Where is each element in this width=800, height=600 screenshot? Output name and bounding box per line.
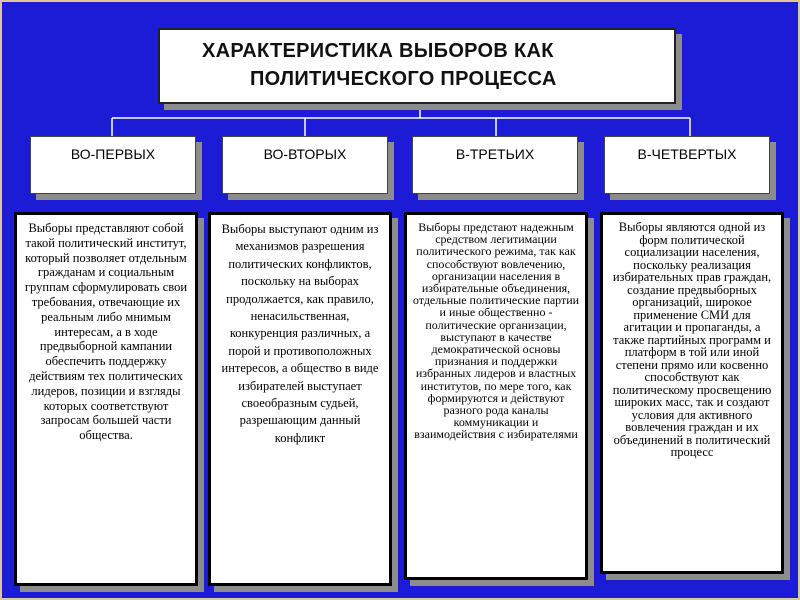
title-line-1: ХАРАКТЕРИСТИКА ВЫБОРОВ КАК: [202, 40, 554, 62]
text-first: Выборы представляют собой такой политический институт, который позволяет отдельным гражданам и социальным группам сформулировать свои требования, отвечающие их реальным либо мнимым интересам, а в ходе предвыборной кампании обеспечить поддержку действиям тех политических лидеров, позиции и взгляды которых соответствуют запросам большей части общества.: [24, 221, 188, 443]
text-box-second: [208, 212, 392, 586]
text-box-first: [14, 212, 198, 586]
text-box-fourth: [600, 212, 784, 574]
heading-box-third: [412, 136, 578, 194]
heading-first: ВО-ПЕРВЫХ: [70, 146, 156, 162]
heading-third: В-ТРЕТЬИХ: [455, 146, 535, 162]
heading-box-second: [222, 136, 388, 194]
text-box-third: [404, 212, 588, 580]
heading-fourth: В-ЧЕТВЕРТЫХ: [637, 146, 737, 162]
heading-box-first: [30, 136, 196, 194]
title-line-2: ПОЛИТИЧЕСКОГО ПРОЦЕССА: [250, 68, 557, 90]
text-third: Выборы предстают надежным средством легитимации политического режима, так как способствуют вовлечению, организации населения в избирательные объединения, отдельные политические партии и иные общественно - политические организации, выступают в качестве демократической основы признания и поддержки избранных лидеров и властных институтов, по мере того, как формируются и действуют разного рода каналы коммуникации и взаимодействия с избирателями: [412, 220, 580, 442]
title-box: [158, 28, 676, 104]
text-fourth: Выборы являются одной из форм политической социализации населения, поскольку реализация избирательных прав граждан, создание предвыборных организаций, широкое применение СМИ для агитации и пропаганды, а также партийных программ и платформ в той или иной степени прямо или косвенно способствуют как политическому просвещению широких масс, так и создают условия для активного вовлечения граждан и их объединений в политический процесс: [612, 220, 772, 459]
text-second: Выборы выступают одним из механизмов разрешения политических конфликтов, поскольку на выборах продолжается, как правило, ненасильственная, конкуренция различных, а порой и противоположных интересов, а общество в виде избирателей выступает своеобразным судьей, разрешающим данный конфликт: [221, 222, 379, 445]
heading-box-fourth: [604, 136, 770, 194]
heading-second: ВО-ВТОРЫХ: [263, 146, 347, 162]
